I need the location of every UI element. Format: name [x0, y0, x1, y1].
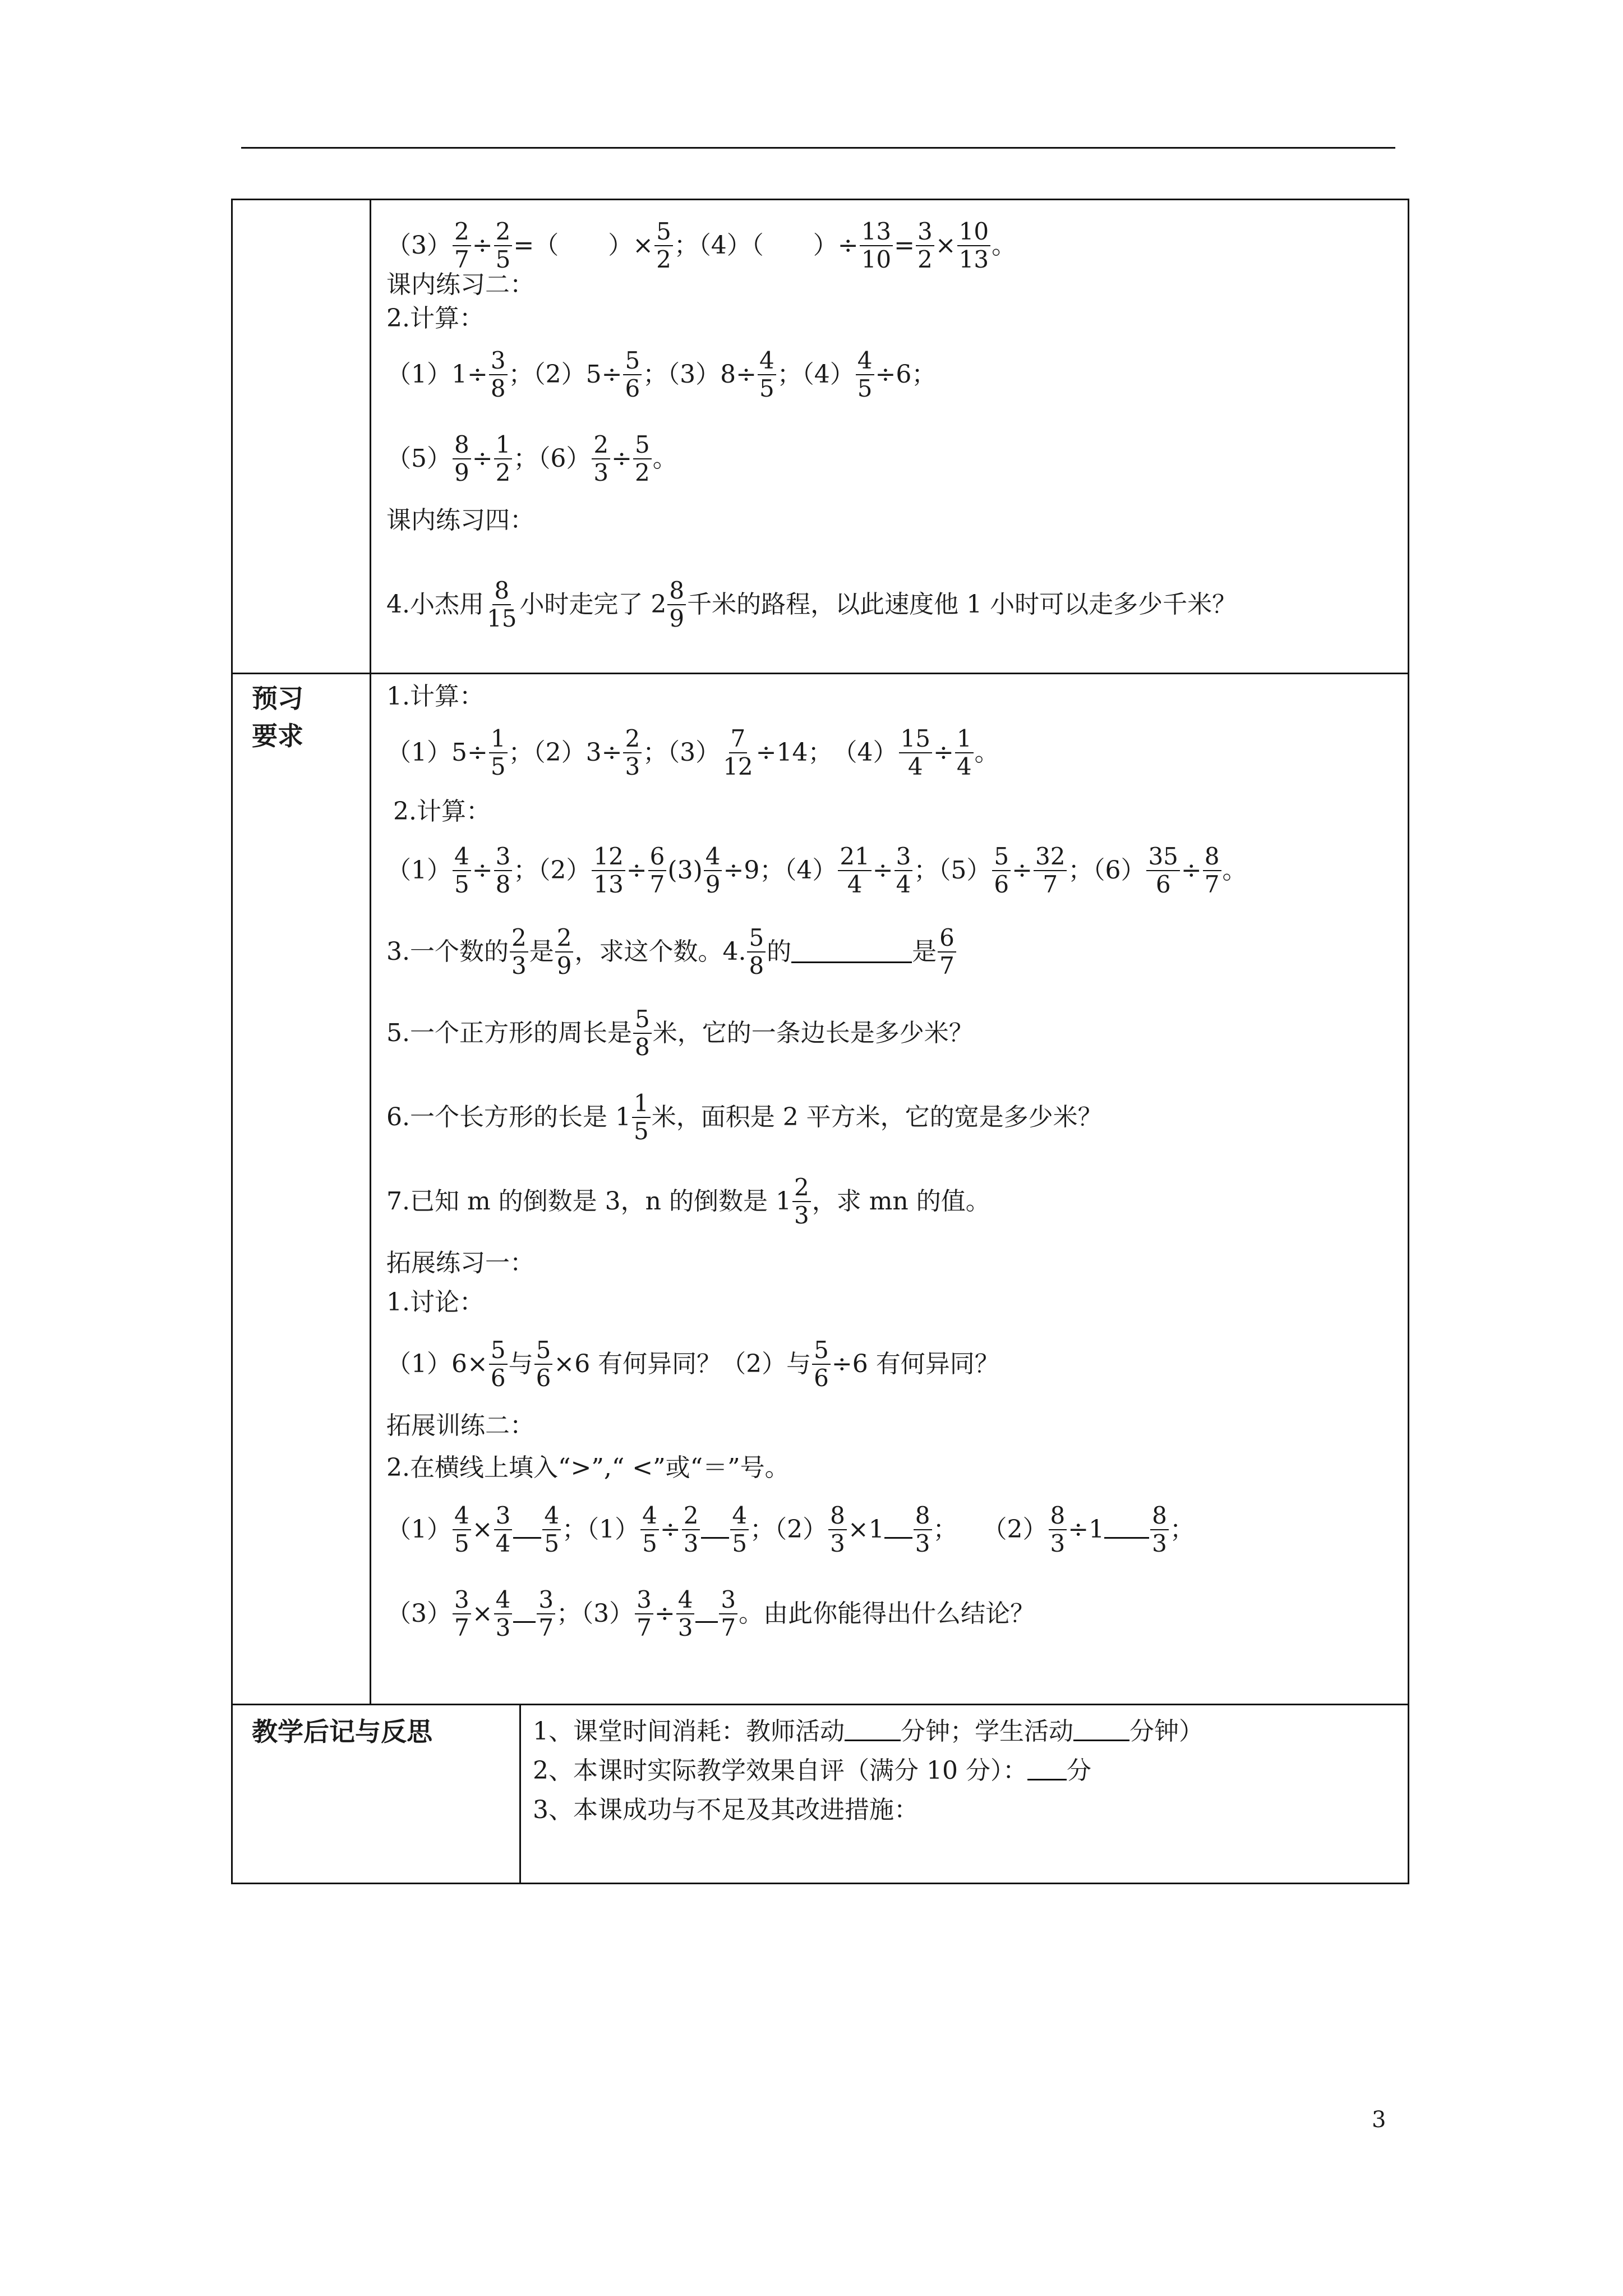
row1-line2: 课内练习二： [386, 270, 534, 299]
fraction [453, 218, 471, 274]
numerator: 3 [489, 347, 508, 375]
fraction [453, 843, 471, 899]
fraction [494, 431, 513, 487]
text-segment: ；（1） [562, 1515, 640, 1544]
text-segment: 分钟） [1129, 1717, 1204, 1746]
denominator: 2 [917, 246, 933, 273]
numerator: 4 [758, 347, 776, 375]
row2-line1: 1.计算： [386, 682, 484, 711]
denominator: 8 [490, 375, 506, 402]
numerator: 4 [730, 1502, 749, 1530]
text-segment: 米，面积是 2 平方米，它的宽是多少米？ [651, 1103, 1103, 1131]
text-segment: ÷6； [875, 360, 937, 389]
score-blank[interactable] [1027, 1762, 1067, 1780]
fraction [730, 1502, 749, 1558]
fraction [489, 347, 508, 403]
text-segment: ；（4）（ ）÷ [674, 231, 859, 260]
fraction [494, 1502, 513, 1558]
numerator: 8 [1150, 1502, 1169, 1530]
denominator: 7 [538, 1614, 554, 1641]
fraction [719, 1586, 737, 1642]
fraction [914, 1502, 932, 1558]
text-segment: ÷ [472, 444, 493, 473]
denominator: 6 [490, 1364, 506, 1392]
fraction [682, 1502, 700, 1558]
row2-line15 [386, 1575, 1035, 1653]
numerator: 5 [633, 1006, 652, 1034]
numerator: 10 [957, 218, 990, 246]
numerator: 4 [676, 1586, 695, 1614]
row2-line7 [386, 1078, 1103, 1157]
row2-label: 预习 要求 [252, 683, 303, 751]
fraction [453, 1502, 471, 1558]
fraction [704, 843, 722, 899]
numerator: 1 [489, 725, 508, 753]
fraction [537, 1586, 555, 1642]
numerator: 2 [453, 218, 471, 246]
row2-label-cell [231, 673, 371, 1705]
denominator: 3 [677, 1614, 693, 1641]
denominator: 7 [649, 871, 665, 898]
fraction [758, 347, 776, 403]
numerator: 8 [1049, 1502, 1067, 1530]
fraction [856, 347, 874, 403]
text-segment: ÷ [933, 738, 954, 767]
text-segment: = [894, 231, 915, 260]
numerator: 4 [542, 1502, 561, 1530]
numerator: 8 [828, 1502, 847, 1530]
denominator: 9 [669, 605, 685, 632]
numerator: 2 [555, 924, 574, 953]
denominator: 8 [495, 871, 511, 898]
fraction [453, 431, 471, 487]
text-segment: 。 [1222, 856, 1247, 885]
fraction [955, 725, 974, 781]
text-segment: （1）6× [386, 1350, 488, 1378]
numerator: 12 [592, 843, 625, 871]
text-segment: ÷ [654, 1599, 675, 1628]
text-segment: ÷9；（4） [723, 856, 837, 885]
fraction [534, 1337, 553, 1392]
denominator: 3 [794, 1202, 809, 1229]
numerator: 3 [453, 1586, 471, 1614]
text-segment: 千米的路程，以此速度他 1 小时可以走多少千米？ [687, 590, 1237, 619]
denominator: 9 [556, 952, 572, 979]
numerator: 1 [955, 725, 974, 753]
numerator: 2 [592, 431, 610, 459]
fraction [494, 1586, 513, 1642]
numerator: 4 [494, 1586, 513, 1614]
compare-blank[interactable] [884, 1521, 912, 1539]
numerator: 32 [1034, 843, 1067, 871]
fraction [623, 347, 642, 403]
denominator: 5 [495, 246, 511, 273]
numerator: 2 [510, 924, 528, 953]
fraction [654, 218, 673, 274]
numerator: 15 [899, 725, 932, 753]
text-segment: ÷ [872, 856, 893, 885]
compare-blank[interactable] [1104, 1521, 1149, 1539]
text-segment: ÷ [626, 856, 647, 885]
numerator: 3 [537, 1586, 555, 1614]
row2-line8 [386, 1162, 990, 1241]
denominator: 5 [633, 1117, 649, 1145]
text-segment: ；（2） [750, 1515, 828, 1544]
denominator: 13 [958, 246, 989, 273]
numerator: 4 [856, 347, 874, 375]
fraction [592, 431, 610, 487]
text-segment: （1） [386, 1515, 451, 1544]
fraction [633, 431, 652, 487]
text-segment: ；（4） [777, 360, 855, 389]
denominator: 5 [544, 1530, 560, 1557]
teacher-minutes-blank[interactable] [845, 1723, 901, 1741]
row2-content-cell [370, 673, 1409, 1705]
text-segment: 。 [652, 444, 677, 473]
fraction [592, 843, 625, 899]
text-segment: ；（2）5÷ [508, 360, 623, 389]
denominator: 7 [939, 952, 955, 979]
text-segment: （1） [386, 856, 451, 885]
compare-blank[interactable] [695, 1605, 718, 1623]
fraction [667, 577, 686, 633]
fraction [623, 725, 642, 781]
denominator: 3 [625, 753, 640, 780]
numerator: 8 [453, 431, 471, 459]
denominator: 4 [956, 753, 972, 780]
text-segment: 是 [529, 937, 554, 966]
row1-label-cell [231, 199, 371, 674]
numerator: 1 [494, 431, 513, 459]
fraction [485, 577, 518, 633]
text-segment: ；（2）3÷ [508, 738, 623, 767]
denominator: 5 [454, 1530, 469, 1557]
numerator: 5 [654, 218, 673, 246]
text-segment: ，求 mn 的值。 [811, 1187, 990, 1216]
fraction [1034, 843, 1067, 899]
denominator: 6 [625, 375, 640, 402]
denominator: 5 [490, 753, 506, 780]
text-segment: 。 [974, 738, 999, 767]
numerator: 3 [719, 1586, 737, 1614]
text-segment: 。 [992, 231, 1017, 260]
text-segment: （3） [386, 231, 451, 260]
denominator: 10 [861, 246, 892, 273]
numerator: 13 [860, 218, 893, 246]
text-segment: 分钟；学生活动 [901, 1717, 1073, 1746]
denominator: 5 [642, 1530, 657, 1557]
numerator: 4 [453, 843, 471, 871]
fraction [860, 218, 893, 274]
numerator: 35 [1146, 843, 1179, 871]
row1-line6: 课内练习四： [386, 506, 534, 535]
fraction [938, 924, 956, 980]
fraction [747, 924, 766, 980]
text-segment: ÷ [660, 1515, 681, 1544]
row1-line5 [386, 420, 677, 498]
denominator: 9 [705, 871, 721, 898]
text-segment: ×1 [847, 1515, 884, 1544]
fraction [494, 843, 513, 899]
text-segment: × [935, 231, 956, 260]
denominator: 5 [732, 1530, 748, 1557]
text-segment: 5.一个正方形的周长是 [386, 1019, 632, 1047]
numerator: 2 [792, 1174, 811, 1202]
numerator: 5 [747, 924, 766, 953]
text-segment: ；（5） [914, 856, 992, 885]
numerator: 3 [895, 843, 913, 871]
text-segment: （1）5÷ [386, 738, 488, 767]
text-segment: ；（3）8÷ [643, 360, 757, 389]
denominator: 2 [634, 459, 650, 486]
row2-line10: 1.讨论： [386, 1288, 484, 1317]
compare-blank[interactable] [513, 1605, 536, 1623]
row2-line5 [386, 913, 957, 991]
numerator: 3 [916, 218, 934, 246]
numerator: 4 [704, 843, 722, 871]
text-segment: ÷ [472, 231, 493, 260]
row3-label: 教学后记与反思 [252, 1717, 432, 1747]
fraction [648, 843, 667, 899]
text-segment: 4.小杰用 [386, 590, 484, 619]
row2-line2 [386, 714, 999, 792]
numerator: 2 [682, 1502, 700, 1530]
text-segment: ÷ [472, 856, 493, 885]
denominator: 5 [454, 871, 469, 898]
text-segment: （3） [386, 1599, 451, 1628]
text-segment: ÷ [1012, 856, 1032, 885]
fraction [899, 725, 932, 781]
numerator: 2 [623, 725, 642, 753]
text-segment: ；（6） [513, 444, 591, 473]
compare-blank[interactable] [513, 1521, 541, 1539]
numerator: 4 [453, 1502, 471, 1530]
denominator: 6 [536, 1364, 551, 1392]
row1-line3: 2.计算： [386, 304, 484, 333]
row3-line2 [533, 1751, 1091, 1791]
denominator: 3 [915, 1530, 930, 1557]
fraction [916, 218, 934, 274]
fraction [635, 1586, 653, 1642]
text-segment: ；（3） [556, 1599, 634, 1628]
row3-line3: 3、本课成功与不足及其改进措施： [533, 1796, 919, 1824]
denominator: 5 [857, 375, 873, 402]
text-segment: ÷14； （4） [755, 738, 898, 767]
fraction [633, 1006, 652, 1061]
fraction [1203, 843, 1221, 899]
row3-content-cell [519, 1704, 1409, 1884]
fraction [640, 1502, 659, 1558]
numerator: 3 [494, 843, 513, 871]
denominator: 15 [486, 605, 517, 632]
row2-line13: 2.在横线上填入“>”,“ <”或“＝”号。 [386, 1453, 790, 1482]
denominator: 7 [1204, 871, 1220, 898]
numerator: 7 [729, 725, 748, 753]
numerator: 5 [534, 1337, 553, 1365]
numerator: 8 [914, 1502, 932, 1530]
numerator: 5 [812, 1337, 831, 1365]
fraction [542, 1502, 561, 1558]
fraction [489, 725, 508, 781]
header-rule [241, 147, 1395, 149]
text-segment: ÷1 [1068, 1515, 1105, 1544]
numerator: 8 [1203, 843, 1221, 871]
numerator: 5 [992, 843, 1011, 871]
answer-blank[interactable] [791, 941, 912, 963]
text-segment: ×6 有何异同？（2）与 [554, 1350, 811, 1378]
text-segment: 小时走完了 2 [519, 590, 667, 619]
text-segment: 是 [912, 937, 937, 966]
text-segment: ，求这个数。4. [574, 937, 746, 966]
text-segment: 7.已知 m 的倒数是 3，n 的倒数是 1 [386, 1187, 791, 1216]
text-segment: ÷ [1181, 856, 1202, 885]
text-segment: ；（6） [1068, 856, 1146, 885]
denominator: 13 [593, 871, 624, 898]
denominator: 7 [637, 1614, 652, 1641]
numerator: 21 [838, 843, 871, 871]
text-segment: × [472, 1599, 493, 1628]
denominator: 7 [454, 1614, 469, 1641]
fraction [494, 218, 513, 274]
fraction [1146, 843, 1179, 899]
denominator: 3 [683, 1530, 699, 1557]
denominator: 3 [511, 952, 527, 979]
text-segment: 3.一个数的 [386, 937, 509, 966]
student-minutes-blank[interactable] [1073, 1723, 1129, 1741]
fraction [676, 1586, 695, 1642]
denominator: 8 [634, 1033, 650, 1061]
fraction [721, 725, 754, 781]
denominator: 7 [721, 1614, 736, 1641]
denominator: 6 [994, 871, 1009, 898]
fraction [992, 843, 1011, 899]
text-segment: 2、本课时实际教学效果自评（满分 10 分）： [533, 1756, 1027, 1785]
row1-line7 [386, 560, 1237, 650]
text-segment: ÷6 有何异同？ [831, 1350, 999, 1378]
text-segment: 与 [508, 1350, 533, 1378]
fraction [1049, 1502, 1067, 1558]
text-segment: =（ ）× [513, 231, 654, 260]
numerator: 5 [623, 347, 642, 375]
denominator: 9 [454, 459, 469, 486]
text-segment: 米，它的一条边长是多少米？ [652, 1019, 974, 1047]
text-segment: ； [1169, 1515, 1195, 1544]
denominator: 3 [593, 459, 609, 486]
text-segment: ；（2） [513, 856, 591, 885]
row2-line14 [386, 1490, 1195, 1569]
fraction [895, 843, 913, 899]
numerator: 5 [489, 1337, 508, 1365]
row1-line4 [386, 335, 936, 414]
fraction [1150, 1502, 1169, 1558]
numerator: 6 [938, 924, 956, 953]
row3-line1 [533, 1712, 1204, 1751]
denominator: 3 [495, 1614, 511, 1641]
fraction [555, 924, 574, 980]
fraction [957, 218, 990, 274]
numerator: 8 [492, 577, 511, 605]
denominator: 3 [1050, 1530, 1066, 1557]
text-segment: ；（3） [643, 738, 721, 767]
fraction [632, 1090, 651, 1145]
numerator: 5 [633, 431, 652, 459]
fraction [453, 1586, 471, 1642]
denominator: 2 [656, 246, 671, 273]
numerator: 1 [632, 1090, 651, 1118]
fraction [792, 1174, 811, 1230]
fraction [828, 1502, 847, 1558]
numerator: 2 [494, 218, 513, 246]
denominator: 12 [723, 753, 753, 780]
numerator: 4 [640, 1502, 659, 1530]
denominator: 4 [495, 1530, 511, 1557]
row2-line4 [386, 831, 1247, 910]
numerator: 3 [635, 1586, 653, 1614]
fraction [510, 924, 528, 980]
text-segment: 1、课堂时间消耗：教师活动 [533, 1717, 845, 1746]
text-segment: ÷ [611, 444, 632, 473]
fraction [812, 1337, 831, 1392]
fraction [838, 843, 871, 899]
denominator: 5 [759, 375, 774, 402]
text-segment: × [472, 1515, 493, 1544]
row2-line3: 2.计算： [393, 797, 491, 826]
denominator: 3 [1152, 1530, 1167, 1557]
numerator: 6 [648, 843, 667, 871]
row2-line11 [386, 1325, 999, 1404]
denominator: 3 [830, 1530, 845, 1557]
text-segment: ； （2） [933, 1515, 1048, 1544]
text-segment: （1）1÷ [386, 360, 488, 389]
fraction [489, 1337, 508, 1392]
numerator: 3 [494, 1502, 513, 1530]
denominator: 8 [749, 952, 764, 979]
denominator: 7 [454, 246, 469, 273]
denominator: 6 [1155, 871, 1171, 898]
compare-blank[interactable] [701, 1521, 729, 1539]
text-segment: （5） [386, 444, 451, 473]
text-segment: 的 [767, 937, 792, 966]
numerator: 8 [667, 577, 686, 605]
text-segment: 。由此你能得出什么结论？ [739, 1599, 1035, 1628]
page-number: 3 [1372, 2107, 1386, 2133]
denominator: 4 [907, 753, 923, 780]
denominator: 6 [814, 1364, 829, 1392]
denominator: 4 [847, 871, 863, 898]
row1-content-cell [370, 199, 1409, 674]
text-segment: (3) [667, 856, 703, 885]
text-segment: 6.一个长方形的长是 1 [386, 1103, 631, 1131]
row2-line12: 拓展训练二： [386, 1411, 534, 1440]
row2-line9: 拓展练习一： [386, 1249, 534, 1277]
denominator: 2 [495, 459, 511, 486]
row2-line6 [386, 994, 974, 1073]
text-segment: 分 [1066, 1756, 1091, 1785]
denominator: 4 [896, 871, 911, 898]
row3-label-cell [231, 1704, 521, 1884]
denominator: 7 [1043, 871, 1058, 898]
